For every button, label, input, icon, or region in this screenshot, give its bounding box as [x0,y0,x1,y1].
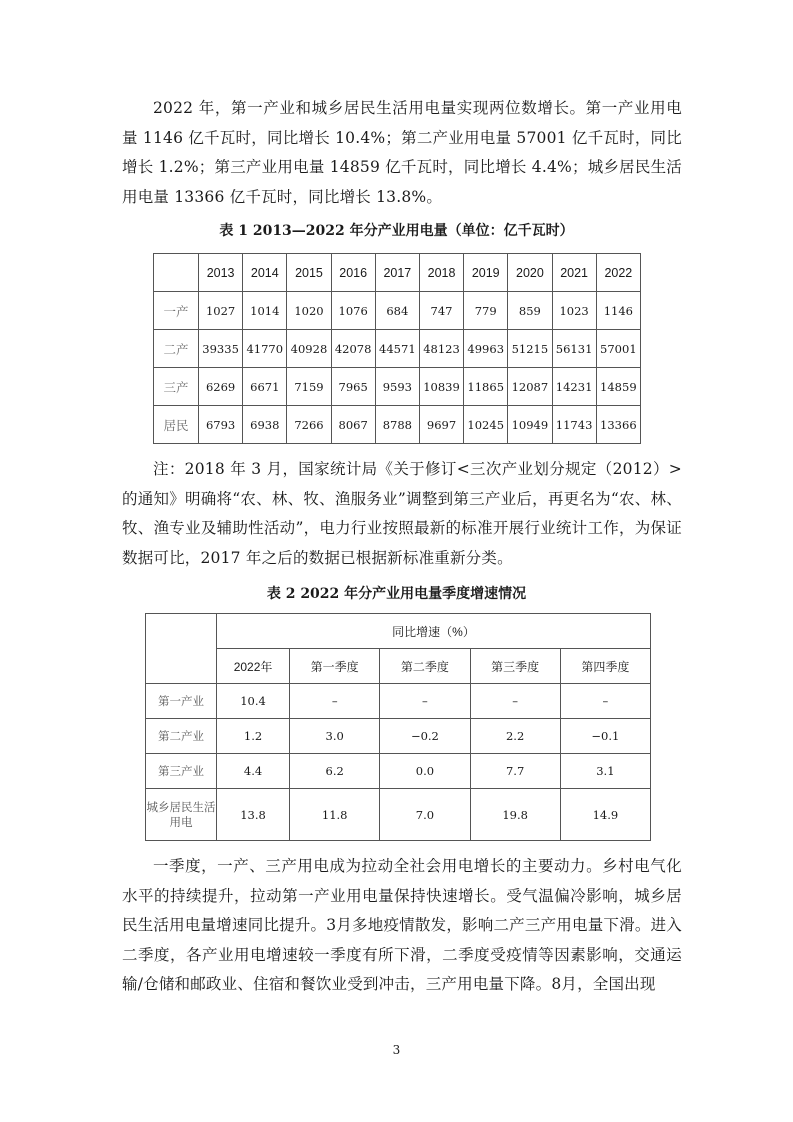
table1-corner-cell [154,254,199,292]
table-row [154,330,641,368]
table-cell: 8788 [375,406,419,444]
table-cell: 7965 [331,368,375,406]
table-cell: 3.0 [290,719,380,754]
table-cell: 12087 [508,368,552,406]
table-cell: 1027 [199,292,243,330]
table-cell: 13366 [596,406,640,444]
table-cell: 6269 [199,368,243,406]
table-cell: 48123 [419,330,463,368]
table-cell: 19.8 [470,789,560,841]
table-cell: −0.2 [380,719,470,754]
table-cell: 10949 [508,406,552,444]
year-header: 2018 [419,254,463,292]
table1-header-row [154,254,641,292]
table2-column-header-row [146,649,651,684]
row-label: 城乡居民生活用电 [146,789,217,841]
table-cell: 41770 [243,330,287,368]
year-header: 2016 [331,254,375,292]
table-cell: 3.1 [560,754,650,789]
table-cell: 57001 [596,330,640,368]
table-cell: 14.9 [560,789,650,841]
table-cell: 11743 [552,406,596,444]
electricity-consumption-table [153,253,641,444]
table-cell: 49963 [464,330,508,368]
table-cell: 9593 [375,368,419,406]
table1-caption: 表 1 2013—2022 年分产业用电量（单位：亿千瓦时） [219,223,574,239]
row-label: 一产 [154,292,199,330]
row-label: 第二产业 [146,719,217,754]
table-cell: 6793 [199,406,243,444]
table-cell: 2.2 [470,719,560,754]
table-row [154,406,641,444]
year-header: 2015 [287,254,331,292]
note-paragraph: 注：2018 年 3 月，国家统计局《关于修订<三次产业划分规定（2012）>的通知》明确将“农、林、牧、渔服务业”调整到第三产业后，再更名为“农、林、牧、渔专业及辅助性活动”，电力行业按照最新的标准开展行业统计工作，为保证数据可比，2017 年之后的数据已根据新标准重新分类。 [122,460,682,567]
table-cell: 0.0 [380,754,470,789]
table-cell: 7159 [287,368,331,406]
table-row [146,789,651,841]
year-header: 2014 [243,254,287,292]
row-label: 第三产业 [146,754,217,789]
table-cell: 1146 [596,292,640,330]
table-cell: 684 [375,292,419,330]
table-cell: 1020 [287,292,331,330]
table-cell: 10839 [419,368,463,406]
table-cell: – [560,684,650,719]
table-cell: – [380,684,470,719]
table-cell: 39335 [199,330,243,368]
year-header: 2021 [552,254,596,292]
analysis-paragraph: 一季度，一产、三产用电成为拉动全社会用电增长的主要动力。乡村电气化水平的持续提升，拉动第一产业用电量保持快速增长。受气温偏冷影响，城乡居民生活用电量增速同比提升。3月多地疫情散发，影响二产三产用电量下滑。进入二季度，各产业用电增速较一季度有所下滑，二季度受疫情等因素影响，交通运输/仓储和邮政业、住宿和餐饮业受到冲击，三产用电量下降。8月，全国出现 [122,857,682,993]
year-header: 2017 [375,254,419,292]
intro-paragraph: 2022 年，第一产业和城乡居民生活用电量实现两位数增长。第一产业用电量 1146 亿千瓦时，同比增长 10.4%；第二产业用电量 57001 亿千瓦时，同比增长 1.2%；第三产业用电量 14859 亿千瓦时，同比增长 4.4%；城乡居民生活用电量 13366 亿千瓦时，同比增长 13.8%。 [122,99,682,206]
table-cell: 11865 [464,368,508,406]
table-row [146,719,651,754]
table-cell: – [470,684,560,719]
table-cell: 42078 [331,330,375,368]
table-row [154,292,641,330]
table-cell: 13.8 [217,789,290,841]
year-header: 2019 [464,254,508,292]
year-header: 2020 [508,254,552,292]
table-cell: 11.8 [290,789,380,841]
year-header: 2022 [596,254,640,292]
table-cell: 7266 [287,406,331,444]
group-header: 同比增速（%） [217,614,651,649]
column-header: 第一季度 [290,649,380,684]
column-header: 第二季度 [380,649,470,684]
table-cell: 10245 [464,406,508,444]
table-row [146,684,651,719]
table-cell: – [290,684,380,719]
row-label: 第一产业 [146,684,217,719]
table-cell: 14231 [552,368,596,406]
row-label: 三产 [154,368,199,406]
page-number: 3 [392,1043,401,1057]
table-cell: 779 [464,292,508,330]
table-cell: 44571 [375,330,419,368]
growth-rate-table [145,613,651,841]
table-cell: 6671 [243,368,287,406]
year-header: 2013 [199,254,243,292]
table-cell: 1076 [331,292,375,330]
table-cell: 6938 [243,406,287,444]
table-cell: 14859 [596,368,640,406]
table-cell: 51215 [508,330,552,368]
column-header: 第三季度 [470,649,560,684]
row-label: 居民 [154,406,199,444]
table2-caption: 表 2 2022 年分产业用电量季度增速情况 [266,586,527,602]
table-cell: 56131 [552,330,596,368]
table-cell: 859 [508,292,552,330]
table-row [154,368,641,406]
table-cell: 7.7 [470,754,560,789]
table-cell: 8067 [331,406,375,444]
table-cell: 1023 [552,292,596,330]
table-cell: 10.4 [217,684,290,719]
table-cell: 9697 [419,406,463,444]
row-label: 二产 [154,330,199,368]
table-cell: 4.4 [217,754,290,789]
table-cell: 40928 [287,330,331,368]
table-cell: 747 [419,292,463,330]
table-row [146,754,651,789]
table-cell: −0.1 [560,719,650,754]
column-header: 第四季度 [560,649,650,684]
table-cell: 1014 [243,292,287,330]
table2-group-header-row [146,614,651,649]
table-cell: 6.2 [290,754,380,789]
table-cell: 1.2 [217,719,290,754]
column-header: 2022年 [217,649,290,684]
table-cell: 7.0 [380,789,470,841]
table2-corner-cell [146,614,217,684]
